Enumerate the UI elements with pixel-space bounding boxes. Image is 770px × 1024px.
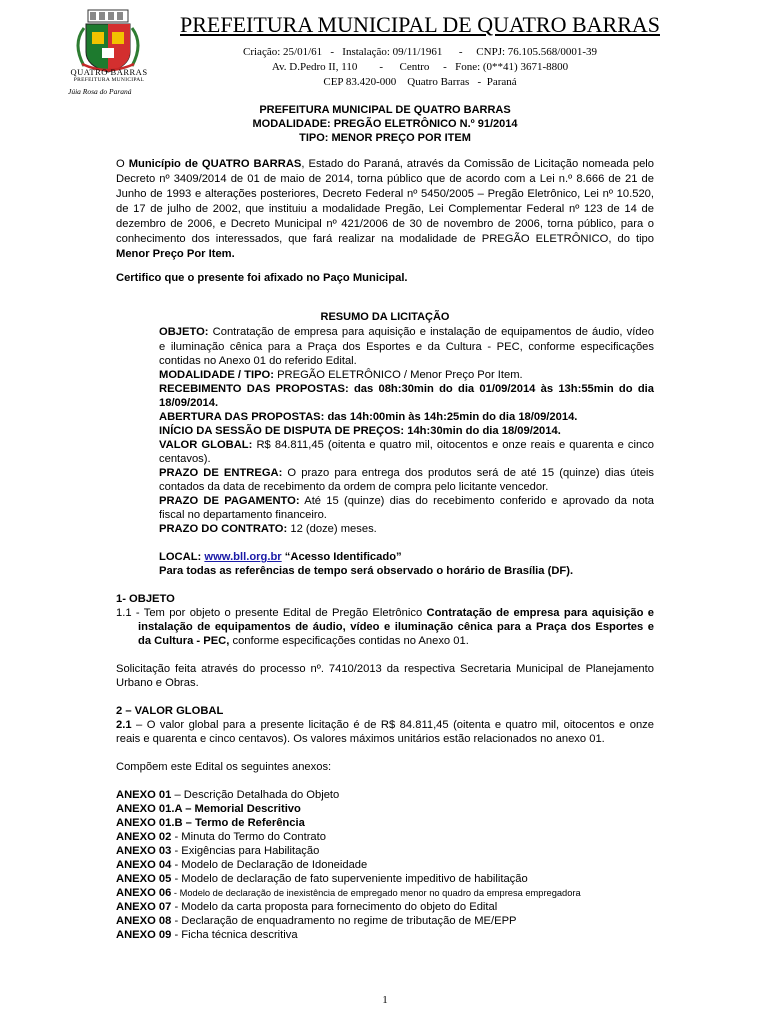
modalidade-value: PREGÃO ELETRÔNICO / Menor Preço Por Item.: [273, 369, 523, 381]
annex-item: [116, 886, 656, 900]
solicitacao-line-1: Solicitação feita através do processo nº. 7410/2013 da respectiva Secretaria Municipal de Planejamento: [116, 663, 654, 675]
doc-heading-tipo: TIPO: MENOR PREÇO POR ITEM: [299, 132, 471, 144]
prazo-pagamento-text-1: Até 15 (quinze) dias do recebimento conferido e aprovado da nota: [299, 495, 655, 507]
annex-item: [116, 858, 656, 872]
objeto-line-3: contidas no Anexo 01 do referido Edital.: [159, 355, 357, 367]
section-2-line-1: [116, 718, 654, 732]
prazo-entrega-line-2: contados da data de recebimento da ordem de compra pelo licitante vencedor.: [159, 481, 549, 493]
intro-text-1: O: [116, 158, 129, 170]
certify-line: Certifico que o presente foi afixado no Paço Municipal.: [116, 272, 408, 284]
annex-code: ANEXO 06: [116, 887, 172, 899]
objeto-line-1: [159, 325, 654, 339]
doc-heading-modalidade: MODALIDADE: PREGÃO ELETRÔNICO N.º 91/2014: [252, 118, 518, 130]
annex-description: - Exigências para Habilitação: [171, 845, 320, 857]
objeto-text-1: Contratação de empresa para aquisição e instalação de equipamentos de áudio, vídeo: [208, 326, 654, 338]
valor-text-1: R$ 84.811,45 (oitenta e quatro mil, oitocentos e onze reais e quarenta e cinco: [252, 439, 654, 451]
prazo-contrato-value: 12 (doze) meses.: [287, 523, 377, 535]
intro-paragraph: [116, 157, 654, 262]
annex-description: - Minuta do Termo do Contrato: [171, 831, 326, 843]
objeto-line-2: e iluminação cênica para a Praça dos Esportes e da Cultura - PEC, conforme especificações: [159, 341, 654, 353]
annex-item: [116, 844, 656, 858]
annex-description: - Declaração de enquadramento no regime de tributação de ME/EPP: [171, 915, 517, 927]
annex-code: ANEXO 05: [116, 873, 172, 885]
local-link[interactable]: www.bll.org.br: [204, 551, 282, 563]
annex-code: ANEXO 02: [116, 831, 172, 843]
valor-label: VALOR GLOBAL:: [159, 439, 253, 451]
prazo-contrato-line: [159, 522, 654, 536]
annex-code: ANEXO 08: [116, 915, 172, 927]
modalidade-label: MODALIDADE / TIPO:: [159, 369, 274, 381]
section-1-text-1: 1.1 - Tem por objeto o presente Edital de Pregão Eletrônico: [116, 607, 427, 619]
annex-description: – Memorial Descritivo: [182, 803, 301, 815]
annex-description: - Ficha técnica descritiva: [171, 929, 298, 941]
section-1-line-1: [116, 606, 654, 620]
annex-description: - Modelo de declaração de fato superveniente impeditivo de habilitação: [171, 873, 528, 885]
annex-item: [116, 830, 656, 844]
valor-line-1: [159, 438, 654, 452]
section-1-heading: 1- OBJETO: [116, 593, 175, 605]
annex-item: [116, 788, 656, 802]
annex-description: - Modelo da carta proposta para fornecimento do objeto do Edital: [171, 901, 498, 913]
local-line: [159, 550, 654, 564]
crest-motto: Júia Rosa do Paraná: [68, 87, 132, 96]
section-1-line-2: instalação de equipamentos de áudio, vídeo e iluminação cênica para a Praça dos Esportes e: [138, 621, 654, 633]
crest-subtitle: PREFEITURA MUNICIPAL: [73, 77, 145, 83]
prazo-entrega-line-1: [159, 466, 654, 480]
intro-text-2: , Estado do Paraná, através da Comissão de Licitação nomeada pelo Decreto nº 3409/2014 de 01 de maio de 2014, torna público que de acordo com a Lei n.º 8.666 de 21 de Junho de 1993 e alterações posteriores, Decreto Federal nº 5450/2005 – Pregão Eletrônico, Lei nº 10.520, de 17 de julho de 2002, que instituiu a modalidade Pregão, Lei Complementar Federal nº 123 de 14 de dezembro de 2006, e Decreto Municipal nº 421/2006 de 30 de novembro de 2006, torna público, para o conhecimento dos interessados, que fará realizar na modalidade de PREGÃO ELETRÔNICO, do tipo: [116, 158, 655, 245]
annex-code: ANEXO 01.A: [116, 803, 183, 815]
annex-item: [116, 872, 656, 886]
prazo-pagamento-line-1: [159, 494, 654, 508]
valor-line-2: centavos).: [159, 453, 211, 465]
doc-heading-1: PREFEITURA MUNICIPAL DE QUATRO BARRAS: [259, 104, 511, 116]
crest-name: QUATRO BARRAS: [70, 67, 148, 77]
annex-code: ANEXO 07: [116, 901, 172, 913]
solicitacao-line-2: Urbano e Obras.: [116, 677, 199, 689]
page-number: 1: [382, 994, 388, 1006]
annex-description: – Descrição Detalhada do Objeto: [171, 789, 340, 801]
annex-code: ANEXO 01: [116, 789, 172, 801]
annex-code: ANEXO 09: [116, 929, 172, 941]
section-1-line-3: [138, 634, 469, 648]
intro-tipo: Menor Preço Por Item.: [116, 248, 235, 260]
annex-item: [116, 802, 656, 816]
abertura-line: ABERTURA DAS PROPOSTAS: das 14h:00min às 14h:25min do dia 18/09/2014.: [159, 411, 578, 423]
section-2-heading: 2 – VALOR GLOBAL: [116, 705, 224, 717]
referencias-line: Para todas as referências de tempo será observado o horário de Brasília (DF).: [159, 565, 574, 577]
annex-item: [116, 900, 656, 914]
annex-description: - Modelo de Declaração de Idoneidade: [171, 859, 368, 871]
section-1-text-3: conforme especificações contidas no Anexo 01.: [229, 635, 469, 647]
objeto-label: OBJETO:: [159, 326, 209, 338]
annex-item: [116, 928, 656, 942]
modalidade-line: [159, 368, 654, 382]
annex-intro: Compõem este Edital os seguintes anexos:: [116, 761, 332, 773]
section-1-bold-1: Contratação de empresa para aquisição e: [426, 607, 654, 619]
local-label: LOCAL:: [159, 551, 205, 563]
intro-municipio: Município de QUATRO BARRAS: [128, 158, 302, 170]
annex-description: - Modelo de declaração de inexistência de empregado menor no quadro da empresa empregadora: [171, 888, 581, 898]
section-2-text-1: – O valor global para a presente licitação é de R$ 84.811,45 (oitenta e quatro mil, oitocentos e onze: [131, 719, 654, 731]
prazo-entrega-label: PRAZO DE ENTREGA:: [159, 467, 283, 479]
recebimento-line-1: RECEBIMENTO DAS PROPOSTAS: das 08h:30min do dia 01/09/2014 às 13h:55min do dia: [159, 383, 654, 395]
local-rest: “Acesso Identificado”: [281, 551, 402, 563]
section-1-bold-3: da Cultura - PEC,: [138, 635, 230, 647]
section-2-number: 2.1: [116, 719, 132, 731]
annex-code: ANEXO 04: [116, 859, 172, 871]
letterhead-line-1: Criação: 25/01/61 - Instalação: 09/11/1961 - CNPJ: 76.105.568/0001-39: [243, 46, 597, 58]
inicio-line: INÍCIO DA SESSÃO DE DISPUTA DE PREÇOS: 14h:30min do dia 18/09/2014.: [159, 425, 561, 437]
letterhead-line-2: Av. D.Pedro II, 110 - Centro - Fone: (0**41) 3671-8800: [271, 61, 569, 73]
annex-item: [116, 914, 656, 928]
recebimento-line-2: 18/09/2014.: [159, 397, 219, 409]
resumo-title: RESUMO DA LICITAÇÃO: [320, 311, 450, 323]
letterhead-line-3: CEP 83.420-000 Quatro Barras - Paraná: [323, 76, 517, 88]
prazo-contrato-label: PRAZO DO CONTRATO:: [159, 523, 288, 535]
annex-code: ANEXO 01.B: [116, 817, 183, 829]
annex-description: – Termo de Referência: [182, 817, 305, 829]
section-2-line-2: reais e quarenta e cinco centavos). Os valores máximos unitários estão relacionados no anexo 01.: [116, 733, 605, 745]
prazo-entrega-text-1: O prazo para entrega dos produtos será de até 15 (quinze) dias úteis: [282, 467, 654, 479]
annex-code: ANEXO 03: [116, 845, 172, 857]
letterhead-title: PREFEITURA MUNICIPAL DE QUATRO BARRAS: [180, 12, 660, 37]
prazo-pagamento-label: PRAZO DE PAGAMENTO:: [159, 495, 300, 507]
annex-item: [116, 816, 656, 830]
prazo-pagamento-line-2: fiscal no departamento financeiro.: [159, 509, 327, 521]
coat-of-arms-caption: [64, 67, 154, 96]
